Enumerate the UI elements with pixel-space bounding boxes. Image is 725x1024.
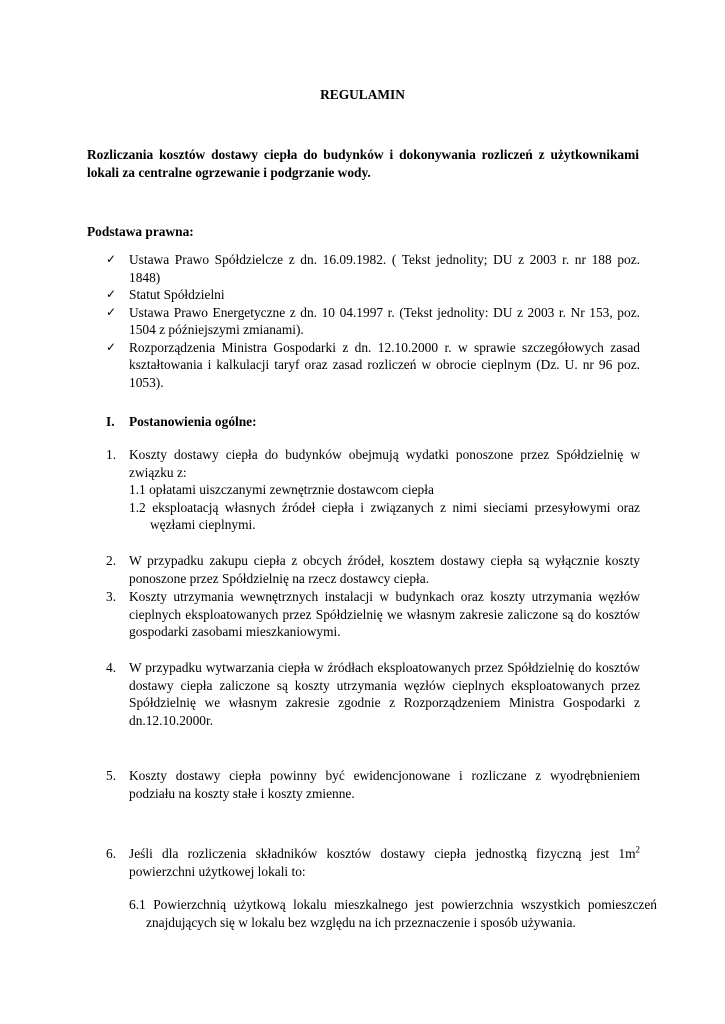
item-number: 2. [106, 553, 117, 568]
superscript: 2 [635, 844, 640, 855]
section-heading [106, 413, 257, 431]
checkmark-icon: ✓ [106, 304, 117, 319]
section-title: Postanowienia ogólne: [129, 414, 257, 429]
list-item-4 [106, 659, 640, 729]
legal-basis-list [106, 251, 640, 391]
legal-basis-item [106, 304, 640, 339]
checkmark-icon: ✓ [106, 339, 117, 354]
item-number: 5. [106, 768, 117, 783]
legal-basis-text: Rozporządzenia Ministra Gospodarki z dn. 12.10.2000 r. w sprawie szczegółowych zasad kształtowania i kalkulacji taryf oraz zasad rozliczeń w obrocie cieplnym (Dz. U. nr 96 poz. 1053). [129, 339, 640, 390]
sub-item-1-1: 1.1 opłatami uiszczanymi zewnętrznie dostawcom ciepła [129, 482, 434, 497]
item-number: 4. [106, 660, 117, 675]
item-text: W przypadku wytwarzania ciepła w źródłach eksploatowanych przez Spółdzielnię do kosztów dostawy ciepła zaliczone są koszty utrzymania węzłów cieplnych eksploatowanych przez Spółdzielnię we własnym zakresie zgodnie z Rozporządzeniem Ministra Gospodarki z dn.12.10.2000r. [129, 660, 640, 728]
legal-basis-heading: Podstawa prawna: [87, 224, 194, 239]
item-text: W przypadku zakupu ciepła z obcych źródeł, kosztem dostawy ciepła są wyłącznie koszty ponoszone przez Spółdzielnię na rzecz dostawcy ciepła. [129, 553, 640, 586]
item-number: 1. [106, 447, 117, 462]
document-subtitle: Rozliczania kosztów dostawy ciepła do budynków i dokonywania rozliczeń z użytkownikami lokali za centralne ogrzewanie i podgrzanie wody. [87, 147, 639, 180]
legal-basis-text: Ustawa Prawo Spółdzielcze z dn. 16.09.1982. ( Tekst jednolity; DU z 2003 r. nr 188 poz. 1848) [129, 252, 640, 285]
item-text: Koszty dostawy ciepła do budynków obejmują wydatki ponoszone przez Spółdzielnię w związku z: [129, 447, 640, 480]
legal-basis-item [106, 251, 640, 286]
document-title: REGULAMIN [320, 87, 405, 102]
item-number: 6. [106, 846, 117, 861]
sub-item-1-2: 1.2 eksploatacją własnych źródeł ciepła i związanych z nimi sieciami przesyłowymi oraz węzłami cieplnymi. [129, 499, 640, 532]
item-text-part: powierzchni użytkowej lokali to: [129, 863, 306, 879]
legal-basis-text: Ustawa Prawo Energetyczne z dn. 10 04.1997 r. (Tekst jednolity: DU z 2003 r. Nr 153, poz. 1504 z późniejszymi zmianami). [129, 304, 640, 337]
list-item-5 [106, 767, 640, 802]
item-number: 3. [106, 589, 117, 604]
list-item-1 [106, 446, 640, 534]
checkmark-icon: ✓ [106, 287, 117, 301]
item-text: Koszty utrzymania wewnętrznych instalacji w budynkach oraz koszty utrzymania węzłów cieplnych eksploatowanych przez Spółdzielnię we własnym zakresie zaliczone są do kosztów gospodarki zasobami mieszkaniowymi. [129, 589, 640, 639]
item-text: Koszty dostawy ciepła powinny być ewidencjonowane i rozliczane z wyodrębnieniem podziału na koszty stałe i koszty zmienne. [129, 768, 640, 801]
sub-item-6-1: 6.1 Powierzchnią użytkową lokalu mieszkalnego jest powierzchnia wszystkich pomieszczeń znajdujących się w lokalu bez względu na ich przeznaczenie i sposób używania. [129, 897, 657, 930]
list-item-3 [106, 588, 640, 641]
section-number: I. [106, 414, 115, 429]
item-text [129, 845, 640, 880]
legal-basis-item [106, 286, 640, 304]
item-text-part: Jeśli dla rozliczenia składników kosztów dostawy ciepła jednostką fizyczną jest 1m [129, 846, 636, 861]
legal-basis-item [106, 339, 640, 392]
list-item-2 [106, 552, 640, 587]
list-item-6 [106, 845, 640, 880]
checkmark-icon: ✓ [106, 252, 117, 266]
legal-basis-text: Statut Spółdzielni [129, 287, 225, 302]
